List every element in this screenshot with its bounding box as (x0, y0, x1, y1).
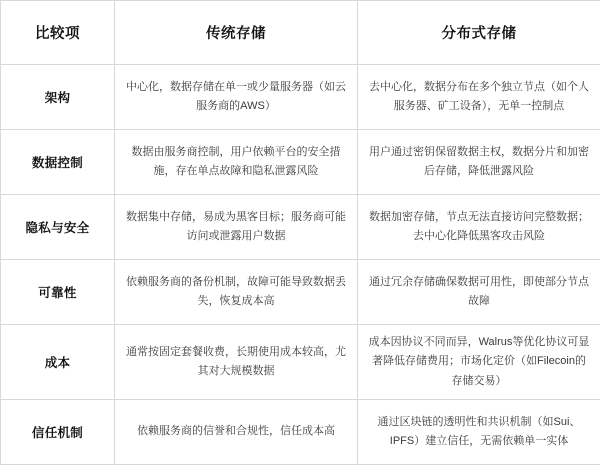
row-label-data-control: 数据控制 (1, 130, 115, 195)
row-label-architecture: 架构 (1, 65, 115, 130)
row-label-trust-mechanism: 信任机制 (1, 399, 115, 464)
cell-distributed-data-control: 用户通过密钥保留数据主权，数据分片和加密后存储，降低泄露风险 (358, 130, 600, 195)
cell-distributed-architecture: 去中心化，数据分布在多个独立节点（如个人服务器、矿工设备），无单一控制点 (358, 65, 600, 130)
cell-traditional-architecture: 中心化，数据存储在单一或少量服务器（如云服务商的AWS） (115, 65, 358, 130)
header-row (1, 1, 600, 65)
table-row (1, 130, 600, 195)
row-label-cost: 成本 (1, 325, 115, 400)
cell-distributed-cost: 成本因协议不同而异，Walrus等优化协议可显著降低存储费用；市场化定价（如Filecoin的存储交易） (358, 325, 600, 400)
table-row (1, 325, 600, 400)
table-row (1, 195, 600, 260)
cell-distributed-reliability: 通过冗余存储确保数据可用性，即使部分节点故障 (358, 260, 600, 325)
header-cell-compare-item: 比较项 (1, 1, 115, 65)
cell-traditional-reliability: 依赖服务商的备份机制，故障可能导致数据丢失，恢复成本高 (115, 260, 358, 325)
table-row (1, 260, 600, 325)
table-body (1, 65, 600, 465)
cell-traditional-privacy-security: 数据集中存储，易成为黑客目标；服务商可能访问或泄露用户数据 (115, 195, 358, 260)
table-header (1, 1, 600, 65)
row-label-reliability: 可靠性 (1, 260, 115, 325)
cell-traditional-trust-mechanism: 依赖服务商的信誉和合规性，信任成本高 (115, 399, 358, 464)
cell-distributed-privacy-security: 数据加密存储，节点无法直接访问完整数据；去中心化降低黑客攻击风险 (358, 195, 600, 260)
cell-traditional-cost: 通常按固定套餐收费，长期使用成本较高，尤其对大规模数据 (115, 325, 358, 400)
table-row (1, 399, 600, 464)
cell-traditional-data-control: 数据由服务商控制，用户依赖平台的安全措施，存在单点故障和隐私泄露风险 (115, 130, 358, 195)
header-cell-distributed-storage: 分布式存储 (358, 1, 600, 65)
cell-distributed-trust-mechanism: 通过区块链的透明性和共识机制（如Sui、IPFS）建立信任，无需依赖单一实体 (358, 399, 600, 464)
table-row (1, 65, 600, 130)
row-label-privacy-security: 隐私与安全 (1, 195, 115, 260)
header-cell-traditional-storage: 传统存储 (115, 1, 358, 65)
